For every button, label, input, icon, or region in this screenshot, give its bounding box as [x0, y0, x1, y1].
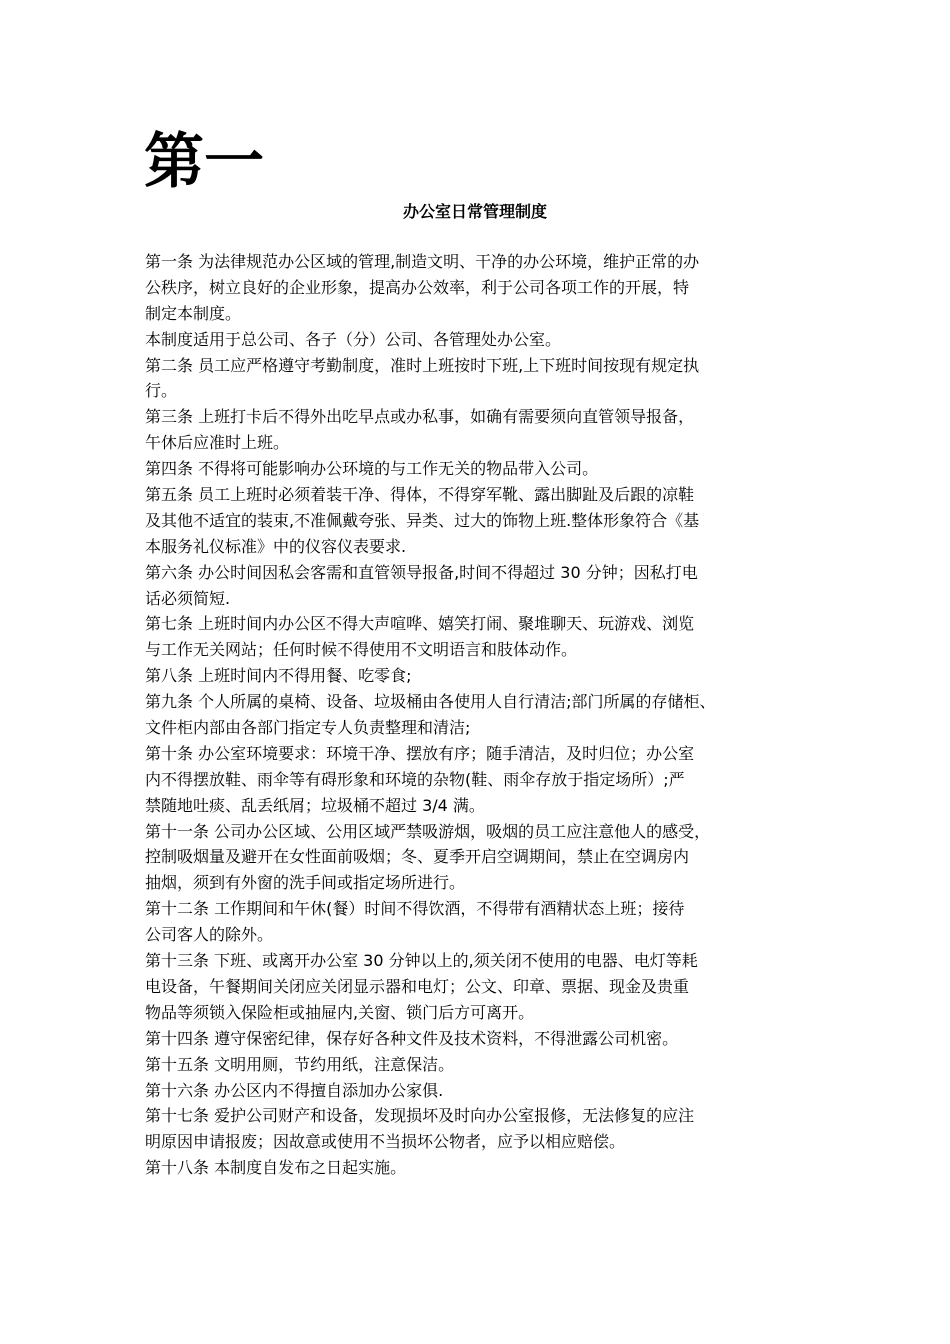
body-line: 及其他不适宜的装束,不准佩戴夸张、异类、过大的饰物上班.整体形象符合《基: [145, 510, 700, 530]
body-line: 制定本制度。: [145, 303, 242, 323]
document-title: 办公室日常管理制度: [402, 202, 547, 221]
body-line: 第十条 办公室环境要求：环境干净、摆放有序；随手清洁，及时归位；办公室: [145, 743, 695, 763]
body-line: 第十四条 遵守保密纪律，保存好各种文件及技术资料，不得泄露公司机密。: [145, 1028, 679, 1048]
body-line: 第五条 员工上班时必须着装干净、得体，不得穿军靴、露出脚趾及后跟的凉鞋: [145, 485, 695, 505]
body-line: 禁随地吐痰、乱丢纸屑；垃圾桶不超过 3/4 满。: [145, 795, 485, 815]
body-line: 公司客人的除外。: [145, 925, 274, 945]
body-line: 控制吸烟量及避开在女性面前吸烟；冬、夏季开启空调期间，禁止在空调房内: [145, 847, 690, 867]
body-line: 第十八条 本制度自发布之日起实施。: [145, 1158, 407, 1178]
document-body: [145, 249, 825, 1181]
body-line: 文件柜内部由各部门指定专人负责整理和清洁;: [145, 718, 471, 738]
page-heading: 第一: [144, 127, 264, 197]
body-line: 第九条 个人所属的桌椅、设备、垃圾桶由各使用人自行清洁;部门所属的存储柜、: [145, 692, 716, 712]
body-line: 第三条 上班打卡后不得外出吃早点或办私事，如确有需要须向直管领导报备，: [145, 407, 695, 427]
body-line: 话必须简短.: [145, 588, 231, 608]
body-line: 行。: [145, 381, 178, 401]
body-line: 第十五条 文明用厕，节约用纸，注意保洁。: [145, 1054, 455, 1074]
body-line: 与工作无关网站；任何时候不得使用不文明语言和肢体动作。: [145, 640, 578, 660]
body-line: 第十一条 公司办公区域、公用区域严禁吸游烟，吸烟的员工应注意他人的感受，: [145, 821, 711, 841]
body-line: 第七条 上班时间内办公区不得大声喧哗、嬉笑打闹、聚堆聊天、玩游戏、浏览: [145, 614, 695, 634]
body-line: 午休后应准时上班。: [145, 433, 290, 453]
body-line: 明原因申请报废；因故意或使用不当损坏公物者，应予以相应赔偿。: [145, 1132, 626, 1152]
body-line: 第六条 办公时间因私会客需和直管领导报备,时间不得超过 30 分钟；因私打电: [145, 562, 698, 582]
body-line: 第四条 不得将可能影响办公环境的与工作无关的物品带入公司。: [145, 459, 599, 479]
body-line: 第八条 上班时间内不得用餐、吃零食;: [145, 666, 412, 686]
body-line: 本服务礼仪标准》中的仪容仪表要求.: [145, 536, 407, 556]
body-line: 第十三条 下班、或离开办公室 30 分钟以上的,须关闭不使用的电器、电灯等耗: [145, 951, 698, 971]
body-line: 第十二条 工作期间和午休(餐）时间不得饮酒，不得带有酒精状态上班；接待: [145, 899, 685, 919]
body-line: 公秩序，树立良好的企业形象，提高办公效率，利于公司各项工作的开展，特: [145, 277, 690, 297]
body-line: 本制度适用于总公司、各子（分）公司、各管理处办公室。: [145, 329, 562, 349]
body-line: 第一条 为法律规范办公区域的管理,制造文明、干净的办公环境，维护正常的办: [145, 252, 700, 271]
body-line: 抽烟，须到有外窗的洗手间或指定场所进行。: [145, 873, 466, 893]
body-line: 第二条 员工应严格遵守考勤制度，准时上班按时下班,上下班时间按现有规定执: [145, 355, 700, 375]
body-line: 物品等须锁入保险柜或抽屉内,关窗、锁门后方可离开。: [145, 1002, 535, 1022]
body-line: 第十七条 爱护公司财产和设备，发现损坏及时向办公室报修，无法修复的应注: [145, 1106, 695, 1126]
body-line: 电设备，午餐期间关闭应关闭显示器和电灯；公文、印章、票据、现金及贵重: [145, 976, 690, 996]
body-line: 内不得摆放鞋、雨伞等有碍形象和环境的杂物(鞋、雨伞存放于指定场所）;严: [145, 769, 685, 789]
body-line: 第十六条 办公区内不得擅自添加办公家俱.: [145, 1080, 444, 1100]
